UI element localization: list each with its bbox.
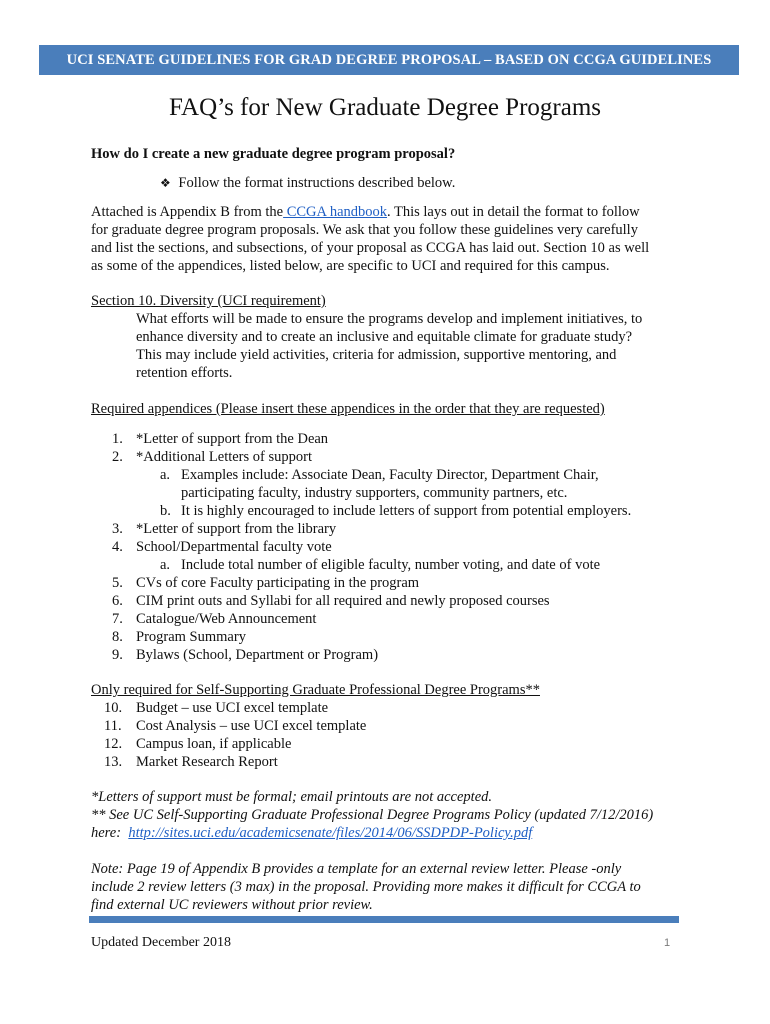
section10-line: retention efforts. (136, 365, 233, 381)
list-item: Market Research Report (136, 754, 278, 770)
diamond-bullet-icon: ❖ (160, 176, 171, 190)
bullet-text: Follow the format instructions described below. (178, 175, 456, 191)
list-item-number: 7. (112, 611, 123, 627)
sub-item-letter: a. (160, 557, 171, 573)
sub-item: Examples include: Associate Dean, Faculty Director, Department Chair, (181, 467, 599, 483)
sub-item-continued: participating faculty, industry supporters, community partners, etc. (181, 485, 568, 501)
review-note-line: find external UC reviewers without prior review. (91, 897, 373, 913)
review-note-line: include 2 review letters (3 max) in the proposal. Providing more makes it difficult for CCGA to (91, 879, 641, 895)
list-item-number: 8. (112, 629, 123, 645)
section10-line: What efforts will be made to ensure the programs develop and implement initiatives, to (136, 311, 643, 327)
ssdpdp-policy-link[interactable]: http://sites.uci.edu/academicsenate/files/2014/06/SSDPDP-Policy.pdf (128, 825, 533, 841)
intro-line-2: for graduate degree program proposals. We ask that you follow these guidelines very carefully (91, 222, 638, 238)
review-note-line: Note: Page 19 of Appendix B provides a template for an external review letter. Please -only (91, 861, 622, 877)
list-item-number: 12. (104, 736, 123, 752)
section10-line: enhance diversity and to create an inclusive and equitable climate for graduate study? (136, 329, 633, 345)
updated-date: Updated December 2018 (91, 935, 231, 950)
list-item-number: 6. (112, 593, 123, 609)
question-heading: How do I create a new graduate degree program proposal? (91, 146, 456, 162)
letters-note: *Letters of support must be formal; email printouts are not accepted. (91, 789, 493, 805)
intro-line-1 (91, 203, 640, 221)
ccga-handbook-link[interactable]: CCGA handbook (283, 204, 388, 220)
list-item-number: 11. (104, 718, 122, 734)
intro-text-before-link: Attached is Appendix B from the (91, 204, 284, 220)
sub-item-letter: a. (160, 467, 171, 483)
self-supporting-heading: Only required for Self-Supporting Graduate Professional Degree Programs** (91, 682, 540, 698)
list-item-number: 3. (112, 521, 123, 537)
list-item: Program Summary (136, 629, 246, 645)
intro-text-after-link: . This lays out in detail the format to follow (387, 204, 640, 220)
intro-line-3: and list the sections, and subsections, of your proposal as CCGA has laid out. Section 10 as well (91, 240, 650, 256)
header-banner: UCI SENATE GUIDELINES FOR GRAD DEGREE PROPOSAL – BASED ON CCGA GUIDELINES (39, 45, 739, 75)
list-item: Bylaws (School, Department or Program) (136, 647, 379, 663)
list-item: Cost Analysis – use UCI excel template (136, 718, 367, 734)
list-item: School/Departmental faculty vote (136, 539, 332, 555)
sub-item-letter: b. (160, 503, 171, 519)
page-number: 1 (664, 937, 671, 949)
list-item: *Letter of support from the Dean (136, 431, 329, 447)
list-item: CVs of core Faculty participating in the program (136, 575, 420, 591)
policy-note: ** See UC Self-Supporting Graduate Professional Degree Programs Policy (updated 7/12/2016) (91, 807, 654, 823)
section10-heading: Section 10. Diversity (UCI requirement) (91, 293, 326, 309)
footer-rule (89, 916, 679, 923)
list-item: CIM print outs and Syllabi for all required and newly proposed courses (136, 593, 550, 609)
sub-item: It is highly encouraged to include letters of support from potential employers. (181, 503, 632, 519)
list-item: Catalogue/Web Announcement (136, 611, 317, 627)
policy-link-prefix: here: (91, 825, 122, 841)
list-item-number: 13. (104, 754, 123, 770)
section10-line: This may include yield activities, criteria for admission, supportive mentoring, and (136, 347, 617, 363)
bullet-item (160, 174, 455, 192)
list-item-number: 1. (112, 431, 123, 447)
list-item: *Letter of support from the library (136, 521, 337, 537)
list-item: Budget – use UCI excel template (136, 700, 329, 716)
policy-link-line (91, 824, 532, 842)
appendices-heading: Required appendices (Please insert these appendices in the order that they are requested) (91, 401, 605, 417)
sub-item: Include total number of eligible faculty, number voting, and date of vote (181, 557, 601, 573)
intro-line-4: as some of the appendices, listed below, are specific to UCI and required for this campus. (91, 258, 610, 274)
list-item-number: 4. (112, 539, 123, 555)
page-title: FAQ’s for New Graduate Degree Programs (168, 94, 602, 121)
list-item-number: 10. (104, 700, 123, 716)
list-item-number: 9. (112, 647, 123, 663)
list-item-number: 5. (112, 575, 123, 591)
list-item-number: 2. (112, 449, 123, 465)
list-item: *Additional Letters of support (136, 449, 312, 465)
list-item: Campus loan, if applicable (136, 736, 292, 752)
